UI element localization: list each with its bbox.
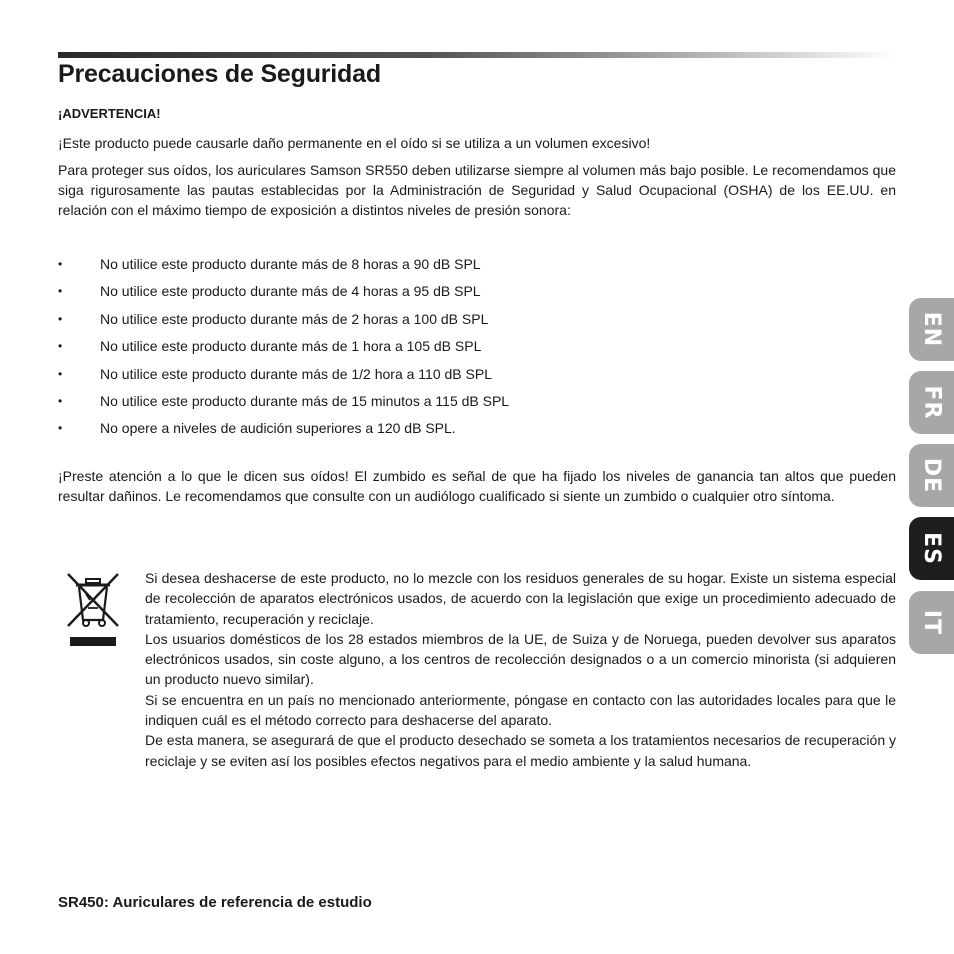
list-item-text: No utilice este producto durante más de 1/2 hora a 110 dB SPL — [100, 365, 492, 382]
warning-text: ¡Este producto puede causarle daño permanente en el oído si se utiliza a un volumen excesivo! — [58, 135, 651, 151]
header-rule — [58, 52, 896, 58]
bullet-icon: • — [58, 366, 63, 381]
tab-label: ES — [919, 532, 944, 565]
list-item-text: No utilice este producto durante más de 8 horas a 90 dB SPL — [100, 256, 481, 272]
page-title: Precauciones de Seguridad — [58, 60, 381, 88]
bullet-icon: • — [58, 257, 63, 271]
list-item — [58, 254, 758, 281]
weee-bin-icon — [64, 570, 122, 650]
bullet-icon: • — [58, 284, 63, 299]
exposure-list — [58, 254, 758, 446]
list-item — [58, 309, 758, 336]
list-item — [58, 391, 758, 418]
tab-label: IT — [918, 609, 944, 636]
list-item-text: No utilice este producto durante más de 2 horas a 100 dB SPL — [100, 310, 489, 327]
list-item — [58, 336, 758, 363]
page-footer: SR450: Auriculares de referencia de estudio — [58, 894, 372, 911]
tab-es[interactable] — [909, 517, 954, 580]
tab-it[interactable] — [909, 591, 954, 654]
list-item — [58, 281, 758, 308]
list-item — [58, 364, 758, 391]
bullet-icon: • — [58, 311, 63, 326]
disposal-paragraph: Si desea deshacerse de este producto, no lo mezcle con los residuos generales de su hogar. Existe un sistema especial de recolección de aparatos electrónicos usados, de acuerdo con la legislación que exige un procedimiento adecuado de tratamiento, recuperación y reciclaje. — [145, 570, 896, 627]
list-item-text: No opere a niveles de audición superiores a 120 dB SPL. — [100, 420, 456, 437]
tab-label: EN — [918, 311, 944, 348]
bullet-icon: • — [58, 393, 63, 408]
ear-warning-paragraph: ¡Preste atención a lo que le dicen sus oídos! El zumbido es señal de que ha fijado los niveles de ganancia tan altos que pueden resultar dañinos. Le recomendamos que consulte con un audiólogo cualificado si siente un zumbido o cualquier otro síntoma. — [58, 468, 896, 504]
disposal-paragraph: De esta manera, se asegurará de que el producto desechado se someta a los tratamientos necesarios de recuperación y reciclaje y se eviten así los posibles efectos negativos para el medio ambiente y la salud humana. — [145, 732, 896, 769]
tab-de[interactable] — [909, 444, 954, 507]
bullet-icon: • — [58, 339, 63, 354]
list-item-text: No utilice este producto durante más de 15 minutos a 115 dB SPL — [100, 392, 510, 409]
disposal-paragraph: Si se encuentra en un país no mencionado anteriormente, póngase en contacto con las autoridades locales para que le indiquen cuál es el método correcto para deshacerse del aparato. — [145, 691, 896, 729]
list-item — [58, 418, 758, 445]
list-item-text: No utilice este producto durante más de 4 horas a 95 dB SPL — [100, 283, 481, 300]
list-item-text: No utilice este producto durante más de 1 hora a 105 dB SPL — [100, 338, 482, 355]
disposal-paragraph: Los usuarios domésticos de los 28 estados miembros de la UE, de Suiza y de Noruega, pueden devolver sus aparatos electrónicos usados, sin coste alguno, a los centros de recolección designados o a un comercio minorista (si adquieren un producto nuevo similar). — [145, 630, 896, 688]
warning-heading: ¡ADVERTENCIA! — [58, 106, 161, 121]
tab-label: DE — [918, 457, 944, 494]
tab-fr[interactable] — [909, 371, 954, 434]
disposal-section — [145, 568, 896, 771]
intro-paragraph: Para proteger sus oídos, los auriculares Samson SR550 deben utilizarse siempre al volumen más bajo posible. Le recomendamos que siga rigurosamente las pautas establecidas por la Administración de Seguridad y Salud Ocupacional (OSHA) de los EE.UU. en relación con el máximo tiempo de exposición a distintos niveles de presión sonora: — [58, 162, 896, 218]
tab-label: FR — [919, 385, 944, 420]
tab-en[interactable] — [909, 298, 954, 361]
bullet-icon: • — [58, 421, 63, 436]
